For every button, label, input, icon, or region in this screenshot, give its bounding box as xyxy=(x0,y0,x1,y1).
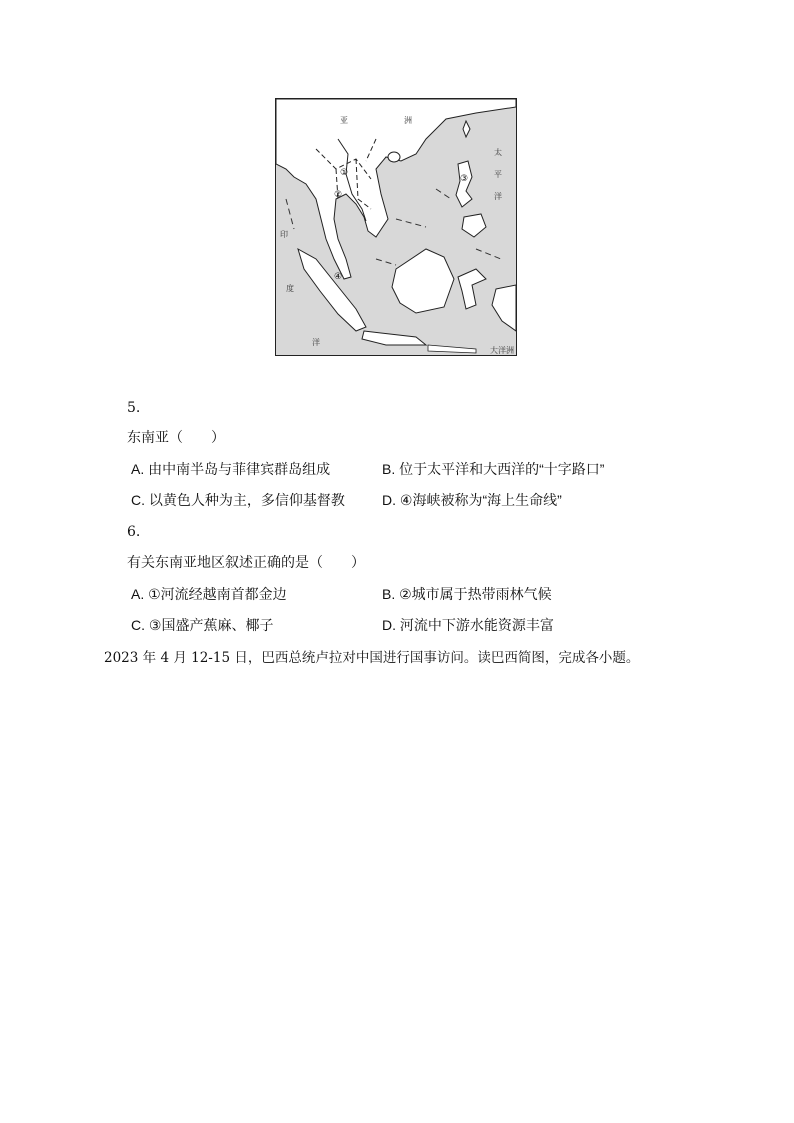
java-island xyxy=(362,331,426,345)
marker-1: ① xyxy=(340,168,349,178)
label-asia-2: 洲 xyxy=(404,116,412,125)
marker-2: ② xyxy=(334,190,343,200)
question-5-option-c: C. 以黄色人种为主，多信仰基督教 xyxy=(131,492,345,508)
question-5-stem: 东南亚（ ） xyxy=(127,430,225,446)
borneo-island xyxy=(392,249,454,313)
question-5-number: 5. xyxy=(127,400,141,416)
label-bottom-right: 大洋洲 xyxy=(490,346,514,355)
label-indian-2: 度 xyxy=(286,284,294,293)
taiwan-island xyxy=(463,121,470,137)
question-6-option-b: B. ②城市属于热带雨林气候 xyxy=(382,586,552,602)
label-pacific-3: 洋 xyxy=(494,192,502,201)
question-5-option-a: A. 由中南半岛与菲律宾群岛组成 xyxy=(131,461,331,477)
philippines-islands xyxy=(456,161,472,207)
label-asia-1: 亚 xyxy=(340,116,348,125)
label-indian-3: 洋 xyxy=(312,338,320,347)
question-5-option-b: B. 位于太平洋和大西洋的“十字路口” xyxy=(382,461,605,477)
question-6-option-c: C. ③国盛产蕉麻、椰子 xyxy=(131,617,274,633)
map-graphic xyxy=(276,99,516,355)
sulawesi-island xyxy=(458,269,486,309)
label-pacific-2: 平 xyxy=(494,170,502,179)
label-indian-1: 印 xyxy=(280,230,288,239)
question-6-option-a: A. ①河流经越南首都金边 xyxy=(131,586,287,602)
lesser-sunda-islands xyxy=(428,345,476,353)
hainan-island xyxy=(388,152,400,162)
marker-4: ④ xyxy=(334,272,343,282)
question-6-option-d: D. 河流中下游水能资源丰富 xyxy=(382,617,554,633)
question-6-stem: 有关东南亚地区叙述正确的是（ ） xyxy=(127,555,365,571)
mainland-asia xyxy=(276,99,516,279)
question-6-number: 6. xyxy=(127,524,141,540)
intro-paragraph: 2023 年 4 月 12-15 日，巴西总统卢拉对中国进行国事访问。读巴西简图，完成各小题。 xyxy=(104,650,640,666)
new-guinea-island xyxy=(492,285,516,331)
southeast-asia-map xyxy=(275,98,517,356)
question-5-option-d: D. ④海峡被称为“海上生命线” xyxy=(382,492,562,508)
sumatra-island xyxy=(298,249,366,331)
label-pacific-1: 太 xyxy=(494,148,502,157)
marker-3: ③ xyxy=(460,174,469,184)
mindanao-island xyxy=(462,214,486,237)
